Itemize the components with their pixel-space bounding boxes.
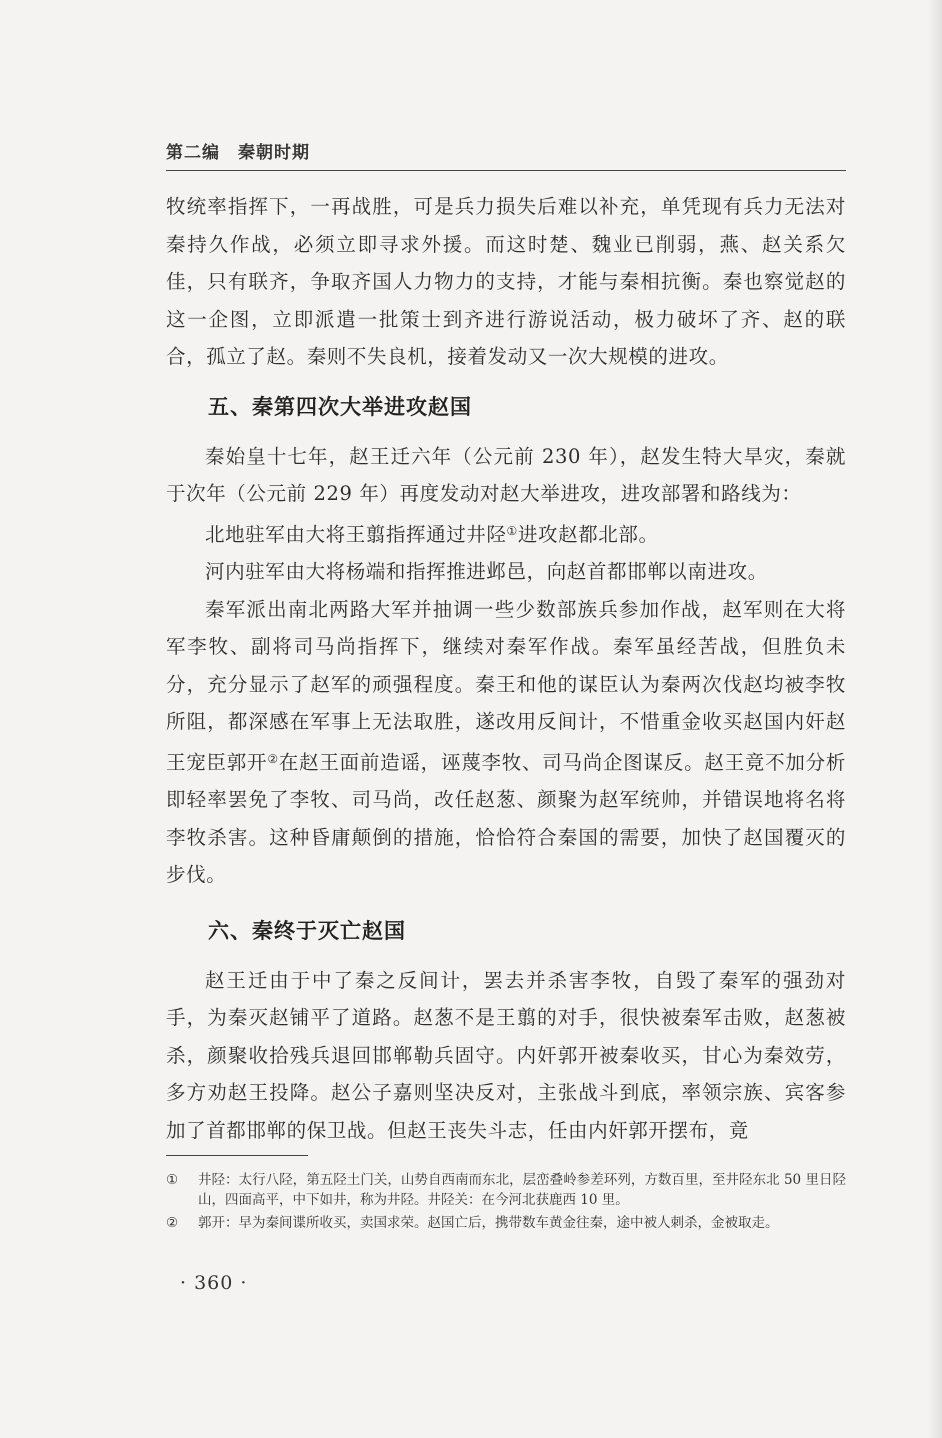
section-heading-5: 五、秦第四次大举进攻赵国 xyxy=(208,394,472,419)
footnote-2-text: 郭开：早为秦间谍所收买，卖国求荣。赵国亡后，携带数车黄金往秦，途中被人刺杀，金被取走。 xyxy=(198,1215,779,1231)
footnote-2-mark: ② xyxy=(166,1215,179,1231)
paragraph-5-2-text-b: 进攻赵都北部。 xyxy=(517,522,659,546)
paragraph-continued: 牧统率指挥下，一再战胜，可是兵力损失后难以补充，单凭现有兵力无法对秦持久作战，必须立即寻求外援。而这时楚、魏业已削弱，燕、赵关系欠佳，只有联齐，争取齐国人力物力的支持，才能与秦相抗衡。秦也察觉赵的这一企图，立即派遣一批策士到齐进行游说活动，极力破坏了齐、赵的联合，孤立了赵。秦则不失良机，接着发动又一次大规模的进攻。 xyxy=(166,195,846,368)
footnote-1-text: 井陉：太行八陉，第五陉土门关，山势自西南而东北，层峦叠岭参差环列，方数百里，至井陉东北 50 里日陉山，四面高平，中下如井，称为井陉。井陉关：在今河北获鹿西 10 里。 xyxy=(198,1172,846,1208)
paragraph-6-1: 赵王迁由于中了秦之反间计，罢去并杀害李牧，自毁了秦军的强劲对手，为秦灭赵铺平了道路。赵葱不是王翦的对手，很快被秦军击败，赵葱被杀，颜聚收拾残兵退回邯郸勒兵固守。内奸郭开被秦收买，甘心为秦效劳，多方劝赵王投降。赵公子嘉则坚决反对，主张战斗到底，率领宗族、宾客参加了首都邯郸的保卫战。但赵王丧失斗志，任由内奸郭开摆布，竟 xyxy=(166,968,846,1142)
footnote-1 xyxy=(166,1170,846,1210)
running-header: 第二编 秦朝时期 xyxy=(166,143,310,163)
paragraph-5-3: 河内驻军由大将杨端和指挥推进邺邑，向赵首都邯郸以南进攻。 xyxy=(205,560,768,583)
page-edge-shadow xyxy=(928,0,942,1438)
paragraph-5-1: 秦始皇十七年，赵王迁六年（公元前 230 年），赵发生特大旱灾，秦就于次年（公元前 229 年）再度发动对赵大举进攻，进攻部署和路线为： xyxy=(166,444,846,505)
footnote-ref-1[interactable]: ① xyxy=(506,523,518,538)
paragraph-5-4-text-a: 秦军派出南北两路大军并抽调一些少数部族兵参加作战，赵军则在大将军李牧、副将司马尚指挥下，继续对秦军作战。秦军虽经苦战，但胜负未分，充分显示了赵军的顽强程度。秦王和他的谋臣认为秦两次伐赵均被李牧所阻，都深感在军事上无法取胜，遂改用反间计，不惜重金收买赵国内奸赵王宠臣郭开 xyxy=(166,597,846,774)
footnote-ref-2[interactable]: ② xyxy=(267,751,279,766)
footnote-1-mark: ① xyxy=(166,1172,179,1188)
paragraph-5-4-text-b: 在赵王面前造谣，诬蔑李牧、司马尚企图谋反。赵王竟不加分析即轻率罢免了李牧、司马尚，改任赵葱、颜聚为赵军统帅，并错误地将名将李牧杀害。这种昏庸颠倒的措施，恰恰符合秦国的需要，加快了赵国覆灭的步伐。 xyxy=(166,750,846,886)
paragraph-5-2-text-a: 北地驻军由大将王翦指挥通过井陉 xyxy=(205,522,507,546)
paragraph-5-2 xyxy=(166,513,846,554)
footnote-rule xyxy=(166,1155,308,1156)
footnote-2 xyxy=(166,1213,846,1233)
section-heading-6: 六、秦终于灭亡赵国 xyxy=(208,918,406,943)
body-text xyxy=(166,188,846,1149)
header-rule xyxy=(166,170,846,171)
footnotes xyxy=(166,1170,846,1236)
page-number: · 360 · xyxy=(180,1272,248,1294)
paragraph-5-4 xyxy=(166,591,846,894)
